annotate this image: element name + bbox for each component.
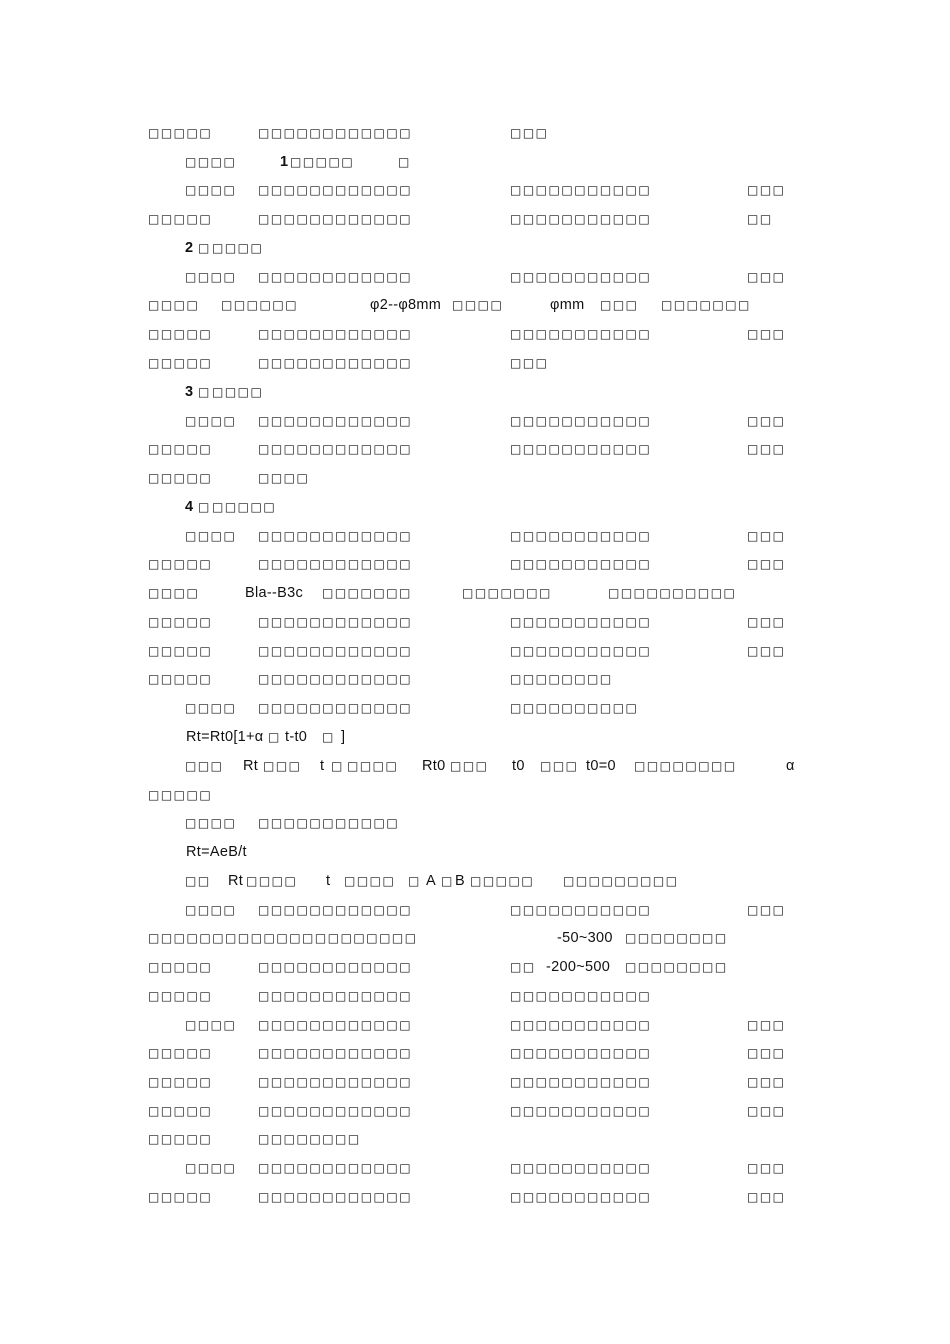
text-segment: □□□□□□□□□ <box>563 874 679 888</box>
text-segment: □□□ <box>263 759 302 773</box>
text-line <box>0 324 950 344</box>
text-line <box>0 497 950 517</box>
text-line <box>0 180 950 200</box>
text-segment: □□□□□□□□ <box>625 931 728 945</box>
text-segment: □□□□□ <box>148 126 213 140</box>
text-line <box>0 1101 950 1121</box>
text-segment: □□□□□□□□□□□□ <box>258 557 413 571</box>
text-segment: □□□□□ <box>212 500 277 514</box>
text-segment: Rt <box>243 758 259 774</box>
text-segment: φmm <box>550 297 585 313</box>
text-line <box>0 871 950 891</box>
text-segment: □□□□ <box>185 414 237 428</box>
text-segment: □□□□□□□□□□□□□□□□□□□□□ <box>148 931 418 945</box>
text-segment: Bla--B3c <box>245 585 303 601</box>
text-segment: □□□ <box>747 327 786 341</box>
text-segment: □□□□ <box>246 874 298 888</box>
text-segment: □ <box>198 500 211 514</box>
text-segment: □□□□□□□□□□□□ <box>258 183 413 197</box>
text-segment: □□□□□□□□□□□ <box>510 1075 652 1089</box>
text-segment: □□□□□□□ <box>462 586 552 600</box>
text-segment: □□□□ <box>185 183 237 197</box>
text-segment: □□□□□□□□□□□ <box>510 529 652 543</box>
text-line <box>0 439 950 459</box>
text-line <box>0 756 950 776</box>
text-segment: t <box>320 758 325 774</box>
text-segment: □□□□ <box>258 471 310 485</box>
text-line <box>0 353 950 373</box>
text-segment: □□□□□ <box>148 1075 213 1089</box>
text-segment: □□□□□ <box>148 327 213 341</box>
text-segment: □□□□□□□□□□□ <box>510 212 652 226</box>
text-line <box>0 612 950 632</box>
text-segment: t <box>326 873 331 889</box>
text-segment: □□□ <box>510 126 549 140</box>
text-segment: □□□□□ <box>148 356 213 370</box>
text-segment: □□□□□ <box>148 989 213 1003</box>
text-segment: □□□□□□□□□□□ <box>510 442 652 456</box>
text-line <box>0 641 950 661</box>
text-segment: □ <box>398 155 411 169</box>
text-segment: □□□□□□□□□□□□ <box>258 989 413 1003</box>
text-segment: □□□□□□□□□□□ <box>510 183 652 197</box>
text-line <box>0 900 950 920</box>
text-line <box>0 957 950 977</box>
text-segment: 4 <box>185 499 194 515</box>
text-segment: □□□□ <box>185 155 237 169</box>
text-line <box>0 382 950 402</box>
text-segment: □ <box>198 385 211 399</box>
text-segment: □□ <box>510 960 536 974</box>
text-segment: □□□□□□□□□□□□ <box>258 1075 413 1089</box>
text-segment: t-t0 <box>285 729 308 745</box>
text-segment: □ <box>408 874 421 888</box>
text-segment: □□□□□□□□□□□□ <box>258 1161 413 1175</box>
text-segment: □ <box>331 759 344 773</box>
text-line <box>0 209 950 229</box>
text-segment: □□□□□□□□□□□□ <box>258 644 413 658</box>
text-segment: □□□□□□□□□□□□ <box>258 701 413 715</box>
text-segment: □□□□□□□□□□□□ <box>258 1018 413 1032</box>
text-segment: -50~300 <box>557 930 613 946</box>
text-segment: □□□□□ <box>148 672 213 686</box>
text-segment: □□□□□□□□□□□□ <box>258 1190 413 1204</box>
text-segment: □□□ <box>747 1190 786 1204</box>
text-segment: □□□□ <box>185 701 237 715</box>
text-segment: □□□□□□□□□□□ <box>510 903 652 917</box>
text-segment: □□□□□ <box>148 212 213 226</box>
text-segment: □□□□□□□□□□□□ <box>258 1104 413 1118</box>
text-segment: □□□□ <box>185 529 237 543</box>
text-segment: □ <box>322 730 335 744</box>
text-segment: □□□□□□□□□□□□ <box>258 327 413 341</box>
text-segment: □□□ <box>747 1075 786 1089</box>
text-segment: □□□□□□□□□□□□ <box>258 212 413 226</box>
text-segment: □□ <box>747 212 773 226</box>
text-segment: □□□ <box>747 270 786 284</box>
text-segment: □□□□ <box>185 1018 237 1032</box>
text-segment: □□□□□□□□ <box>634 759 737 773</box>
text-segment: □□□□□ <box>148 471 213 485</box>
text-segment: □□□□□□□□□□□ <box>510 1161 652 1175</box>
text-segment: □□□□□□□□□□□□ <box>258 414 413 428</box>
text-segment: Rt0 <box>422 758 446 774</box>
text-segment: □□□□□□□□□□□□ <box>258 529 413 543</box>
text-segment: □□□ <box>747 615 786 629</box>
text-segment: □□□□□□□□□□ <box>608 586 737 600</box>
text-segment: □□□□□□□□□□□□ <box>258 126 413 140</box>
text-segment: □ <box>268 730 281 744</box>
text-segment: □□□□ <box>148 586 200 600</box>
text-segment: □□□□ <box>148 298 200 312</box>
text-segment: □□□ <box>747 644 786 658</box>
text-segment: ] <box>341 729 346 745</box>
text-segment: □□□□ <box>185 1161 237 1175</box>
text-line <box>0 1072 950 1092</box>
text-segment: □□□□□ <box>148 1104 213 1118</box>
text-segment: 1 <box>280 154 289 170</box>
text-segment: □□□□□ <box>148 788 213 802</box>
text-segment: □□□□ <box>347 759 399 773</box>
text-line <box>0 928 950 948</box>
text-segment: □□□□□□□□□□ <box>510 701 639 715</box>
text-segment: □□□ <box>747 903 786 917</box>
text-segment: □□□□□ <box>148 644 213 658</box>
text-segment: □□□□ <box>185 816 237 830</box>
text-segment: □□□□□□□□□□□ <box>510 989 652 1003</box>
text-line <box>0 267 950 287</box>
text-segment: □□□□ <box>452 298 504 312</box>
text-segment: A <box>426 873 436 889</box>
text-segment: □□□□ <box>185 270 237 284</box>
text-segment: □□□□□□□ <box>661 298 751 312</box>
text-segment: □□□□□ <box>148 1046 213 1060</box>
text-segment: □□□□□ <box>148 557 213 571</box>
text-segment: □□□□□□□□□□□ <box>510 270 652 284</box>
text-segment: φ2--φ8mm <box>370 297 442 313</box>
text-segment: □□□ <box>747 529 786 543</box>
text-line <box>0 986 950 1006</box>
text-segment: □□□ <box>747 1046 786 1060</box>
text-line <box>0 669 950 689</box>
text-segment: □□□□ <box>344 874 396 888</box>
text-segment: t0=0 <box>586 758 616 774</box>
text-line <box>0 152 950 172</box>
text-line <box>0 842 950 862</box>
text-segment: □□□□□ <box>148 960 213 974</box>
text-line <box>0 583 950 603</box>
text-segment: □□□□□□□□□□□ <box>510 327 652 341</box>
text-segment: 2 <box>185 240 194 256</box>
text-line <box>0 785 950 805</box>
text-segment: □□□ <box>600 298 639 312</box>
text-segment: □□□ <box>747 1161 786 1175</box>
text-line <box>0 526 950 546</box>
text-line <box>0 1043 950 1063</box>
text-segment: □□□□□□□□□□□ <box>510 557 652 571</box>
text-line <box>0 1015 950 1035</box>
text-segment: □□□ <box>540 759 579 773</box>
text-line <box>0 295 950 315</box>
text-line <box>0 411 950 431</box>
text-line <box>0 238 950 258</box>
text-segment: □□□□□□□□□□□□ <box>258 270 413 284</box>
text-segment: α <box>786 758 795 774</box>
text-segment: □□□□□□□□ <box>510 672 613 686</box>
text-line <box>0 123 950 143</box>
text-segment: □□□□□□□□□□□□ <box>258 960 413 974</box>
text-segment: t0 <box>512 758 525 774</box>
text-segment: □□□□□ <box>148 1132 213 1146</box>
text-line <box>0 813 950 833</box>
text-segment: □□□ <box>747 557 786 571</box>
text-segment: □□□□□□□□ <box>258 1132 361 1146</box>
text-segment: -200~500 <box>546 959 611 975</box>
text-segment: □□□□□□□□□□□ <box>510 414 652 428</box>
text-segment: □ <box>441 874 454 888</box>
text-segment: □□□□□□□□□□□ <box>510 644 652 658</box>
text-segment: B <box>455 873 465 889</box>
text-segment: □□□□ <box>212 241 264 255</box>
text-segment: □□□□□□□□□□□ <box>258 816 400 830</box>
text-segment: □□□□□□□□□□□□ <box>258 615 413 629</box>
text-segment: 3 <box>185 384 194 400</box>
text-segment: □□□□□ <box>148 1190 213 1204</box>
text-segment: □□ <box>185 874 211 888</box>
text-segment: □□□□□□□□□□□□ <box>258 672 413 686</box>
text-segment: □□□ <box>747 442 786 456</box>
text-line <box>0 698 950 718</box>
text-segment: □□□□□□□□□□□□ <box>258 1046 413 1060</box>
text-segment: □ <box>198 241 211 255</box>
text-segment: □□□□□ <box>290 155 355 169</box>
text-line <box>0 1158 950 1178</box>
text-line <box>0 468 950 488</box>
text-segment: Rt <box>228 873 244 889</box>
text-segment: Rt=Rt0[1+α <box>186 729 264 745</box>
text-segment: Rt=AeB/t <box>186 844 247 860</box>
text-line <box>0 1129 950 1149</box>
text-segment: □□□□□□□□□□□ <box>510 1104 652 1118</box>
text-line <box>0 1187 950 1207</box>
text-segment: □□□□□ <box>470 874 535 888</box>
text-segment: □□□□□□□ <box>322 586 412 600</box>
text-segment: □□□□□□□□□□□□ <box>258 903 413 917</box>
text-segment: □□□□□□□□□□□ <box>510 615 652 629</box>
text-segment: □□□□□□□□□□□□ <box>258 356 413 370</box>
text-segment: □□□ <box>747 1018 786 1032</box>
text-segment: □□□□ <box>185 903 237 917</box>
text-segment: □□□ <box>450 759 489 773</box>
text-segment: □□□□□□□□□□□ <box>510 1046 652 1060</box>
text-segment: □□□□□□□□□□□ <box>510 1018 652 1032</box>
text-segment: □□□ <box>510 356 549 370</box>
text-line <box>0 727 950 747</box>
text-segment: □□□□□□□□□□□ <box>510 1190 652 1204</box>
text-segment: □□□□□ <box>148 442 213 456</box>
text-segment: □□□□□□□□□□□□ <box>258 442 413 456</box>
text-segment: □□□□□□□□ <box>625 960 728 974</box>
text-segment: □□□ <box>747 414 786 428</box>
text-segment: □□□ <box>185 759 224 773</box>
text-segment: □□□□□□ <box>221 298 299 312</box>
text-segment: □□□ <box>747 1104 786 1118</box>
text-line <box>0 554 950 574</box>
text-segment: □□□ <box>747 183 786 197</box>
text-segment: □□□□□ <box>148 615 213 629</box>
text-segment: □□□□ <box>212 385 264 399</box>
